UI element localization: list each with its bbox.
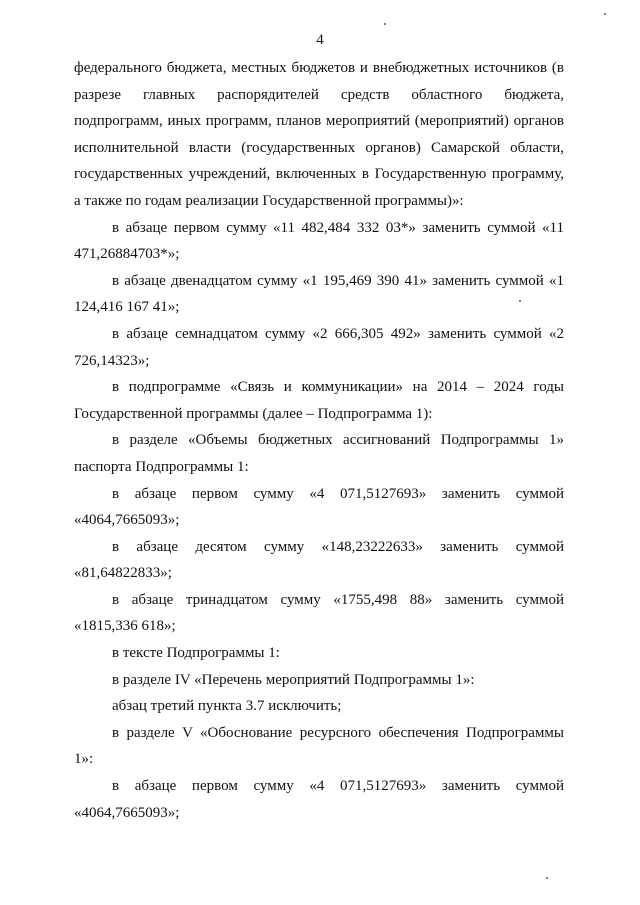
paragraph-first-sum: в абзаце первом сумму «11 482,484 332 03*» заменить суммой «11 471,26884703*»;: [74, 219, 564, 263]
paragraph-budget-allocations-section: в разделе «Объемы бюджетных ассигнований Подпрограммы 1» паспорта Подпрограммы 1:: [74, 432, 564, 475]
scan-speck: [604, 13, 606, 15]
scan-speck: [519, 300, 521, 302]
paragraph-subprogram-communications: в подпрограмме «Связь и коммуникации» на 2014 – 2024 годы Государственной программы (далее – Подпрограмма 1):: [74, 379, 564, 422]
scan-speck: [384, 23, 386, 25]
paragraph-section-v-first-sum: в абзаце первом сумму «4 071,5127693» заменить суммой «4064,7665093»;: [74, 778, 564, 821]
paragraph-seventeenth-sum: в абзаце семнадцатом сумму «2 666,305 492» заменить суммой «2 726,14323»;: [74, 325, 564, 369]
page-number: 4: [316, 32, 324, 48]
paragraph-passport-thirteenth-sum: в абзаце тринадцатом сумму «1755,498 88» заменить суммой «1815,336 618»;: [74, 591, 564, 635]
document-body: [74, 55, 564, 826]
scan-speck: [546, 877, 548, 879]
paragraph-section-v: в разделе V «Обоснование ресурсного обеспечения Подпрограммы 1»:: [74, 724, 564, 768]
paragraph-subprogram-text: в тексте Подпрограммы 1:: [112, 645, 280, 662]
paragraph-passport-tenth-sum: в абзаце десятом сумму «148,23222633» заменить суммой «81,64822833»;: [74, 538, 564, 582]
paragraph-passport-first-sum: в абзаце первом сумму «4 071,5127693» заменить суммой «4064,7665093»;: [74, 485, 564, 529]
paragraph-twelfth-sum: в абзаце двенадцатом сумму «1 195,469 390 41» заменить суммой «1 124,416 167 41»;: [74, 272, 564, 316]
paragraph-budget-sources: федерального бюджета, местных бюджетов и внебюджетных источников (в разрезе главных распорядителей средств областного бюджета, подпрограмм, иных программ, планов мероприятий (мероприятий) органов исполнительной власти (государственных органов) Самарской области, государственных учреждений, включенных в Государственную программу, а также по годам реализации Государственной программы)»:: [74, 60, 564, 209]
paragraph-section-iv: в разделе IV «Перечень мероприятий Подпрограммы 1»:: [112, 671, 475, 688]
paragraph-exclude-clause: абзац третий пункта 3.7 исключить;: [112, 698, 342, 715]
